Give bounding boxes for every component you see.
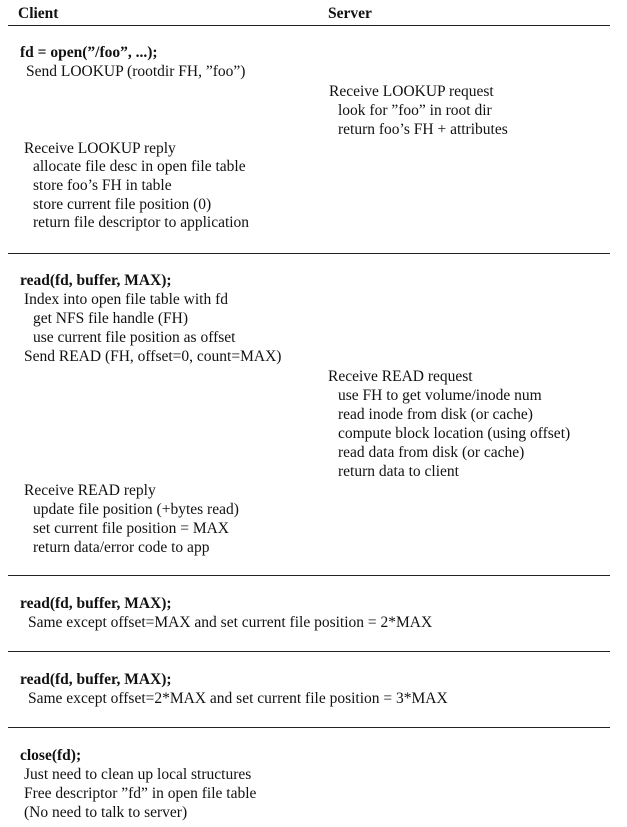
store-fh: store foo’s FH in table — [33, 177, 172, 194]
server-column-header: Server — [328, 5, 372, 22]
close-call: close(fd); — [20, 747, 82, 764]
no-server-needed: (No need to talk to server) — [24, 804, 188, 821]
section-divider — [8, 727, 610, 728]
send-read: Send READ (FH, offset=0, count=MAX) — [24, 348, 282, 365]
server-return-fh: return foo’s FH + attributes — [338, 121, 508, 138]
return-fd: return file descriptor to application — [33, 214, 250, 231]
section-divider — [8, 651, 610, 652]
client-column-header: Client — [18, 5, 59, 22]
receive-lookup-reply: Receive LOOKUP reply — [24, 140, 176, 157]
server-look-for-foo: look for ”foo” in root dir — [338, 102, 492, 119]
read2-description: Same except offset=MAX and set current file position = 2*MAX — [28, 614, 433, 631]
return-data-to-app: return data/error code to app — [33, 539, 210, 556]
section-divider — [8, 253, 610, 254]
get-nfs-file-handle: get NFS file handle (FH) — [33, 310, 188, 327]
server-receive-read: Receive READ request — [328, 368, 473, 385]
read3-description: Same except offset=2*MAX and set current file position = 3*MAX — [28, 690, 448, 707]
free-descriptor: Free descriptor ”fd” in open file table — [24, 785, 257, 802]
receive-read-reply: Receive READ reply — [24, 482, 156, 499]
open-call: fd = open(”/foo”, ...); — [20, 44, 158, 61]
server-use-fh: use FH to get volume/inode num — [338, 387, 542, 404]
header-rule — [8, 25, 610, 26]
cleanup-local-structures: Just need to clean up local structures — [24, 766, 252, 783]
section-divider — [8, 575, 610, 576]
read3-call: read(fd, buffer, MAX); — [20, 671, 172, 688]
store-position: store current file position (0) — [33, 196, 212, 213]
set-current-position: set current file position = MAX — [33, 520, 229, 537]
server-read-data: read data from disk (or cache) — [338, 444, 525, 461]
server-receive-lookup: Receive LOOKUP request — [329, 83, 494, 100]
send-lookup: Send LOOKUP (rootdir FH, ”foo”) — [26, 63, 246, 80]
update-file-position: update file position (+bytes read) — [33, 501, 239, 518]
server-return-data: return data to client — [338, 463, 459, 480]
server-read-inode: read inode from disk (or cache) — [338, 406, 533, 423]
server-compute-block: compute block location (using offset) — [338, 425, 571, 442]
read1-call: read(fd, buffer, MAX); — [20, 272, 172, 289]
read2-call: read(fd, buffer, MAX); — [20, 595, 172, 612]
use-position-as-offset: use current file position as offset — [33, 329, 236, 346]
allocate-file-desc: allocate file desc in open file table — [33, 158, 246, 175]
index-open-file-table: Index into open file table with fd — [24, 291, 229, 308]
